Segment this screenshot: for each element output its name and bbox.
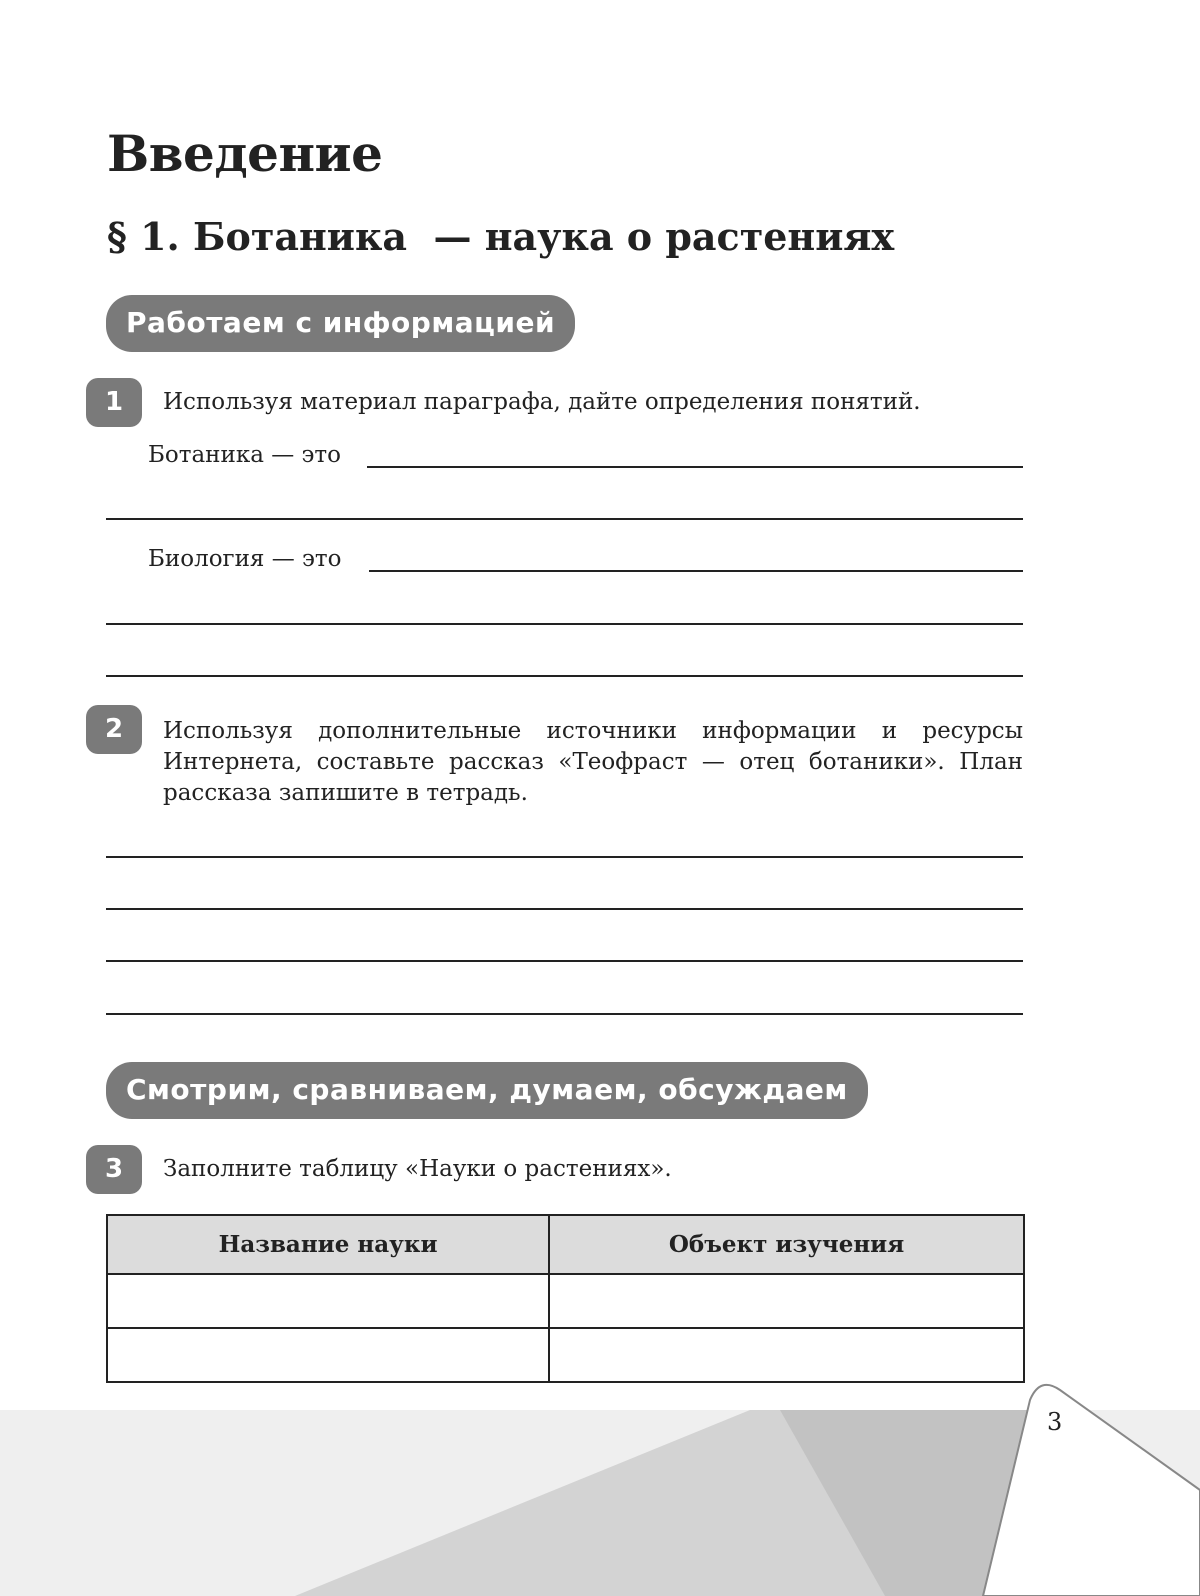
table-header: Объект изучения	[549, 1215, 1024, 1274]
section-label-compare-discuss: Смотрим, сравниваем, думаем, обсуждаем	[106, 1062, 868, 1119]
answer-line[interactable]	[106, 623, 1023, 625]
answer-line[interactable]	[369, 570, 1023, 572]
answer-line[interactable]	[106, 1013, 1023, 1015]
term-label: Ботаника — это	[148, 442, 342, 468]
task-text: Используя дополнительные источники информации и ресурсы Интернета, составьте рассказ «Теофраст — отец ботаники». План рассказа запишите в тетрадь.	[163, 718, 1023, 806]
answer-line[interactable]	[106, 960, 1023, 962]
footer-decoration	[0, 1380, 1200, 1596]
page-number: 3	[1047, 1408, 1063, 1436]
answer-line[interactable]	[106, 518, 1023, 520]
table-cell[interactable]	[549, 1274, 1024, 1328]
task-number-badge: 1	[86, 378, 142, 427]
table-cell[interactable]	[107, 1274, 549, 1328]
answer-line[interactable]	[106, 908, 1023, 910]
table-header: Название науки	[107, 1215, 549, 1274]
task-number-badge: 3	[86, 1145, 142, 1194]
sciences-table	[106, 1214, 1025, 1383]
table-cell[interactable]	[549, 1328, 1024, 1382]
table-row	[107, 1328, 1024, 1382]
task-text: Заполните таблицу «Науки о растениях».	[163, 1156, 672, 1182]
section-heading: § 1. Ботаника — наука о растениях	[107, 214, 895, 259]
page-title: Введение	[107, 124, 383, 183]
answer-line[interactable]	[106, 675, 1023, 677]
section-label-working-with-info: Работаем с информацией	[106, 295, 575, 352]
task-number-badge: 2	[86, 705, 142, 754]
term-label: Биология — это	[148, 546, 342, 572]
task-text: Используя материал параграфа, дайте определения понятий.	[163, 389, 921, 415]
answer-line[interactable]	[106, 856, 1023, 858]
answer-line[interactable]	[367, 466, 1023, 468]
table-cell[interactable]	[107, 1328, 549, 1382]
table-row	[107, 1274, 1024, 1328]
